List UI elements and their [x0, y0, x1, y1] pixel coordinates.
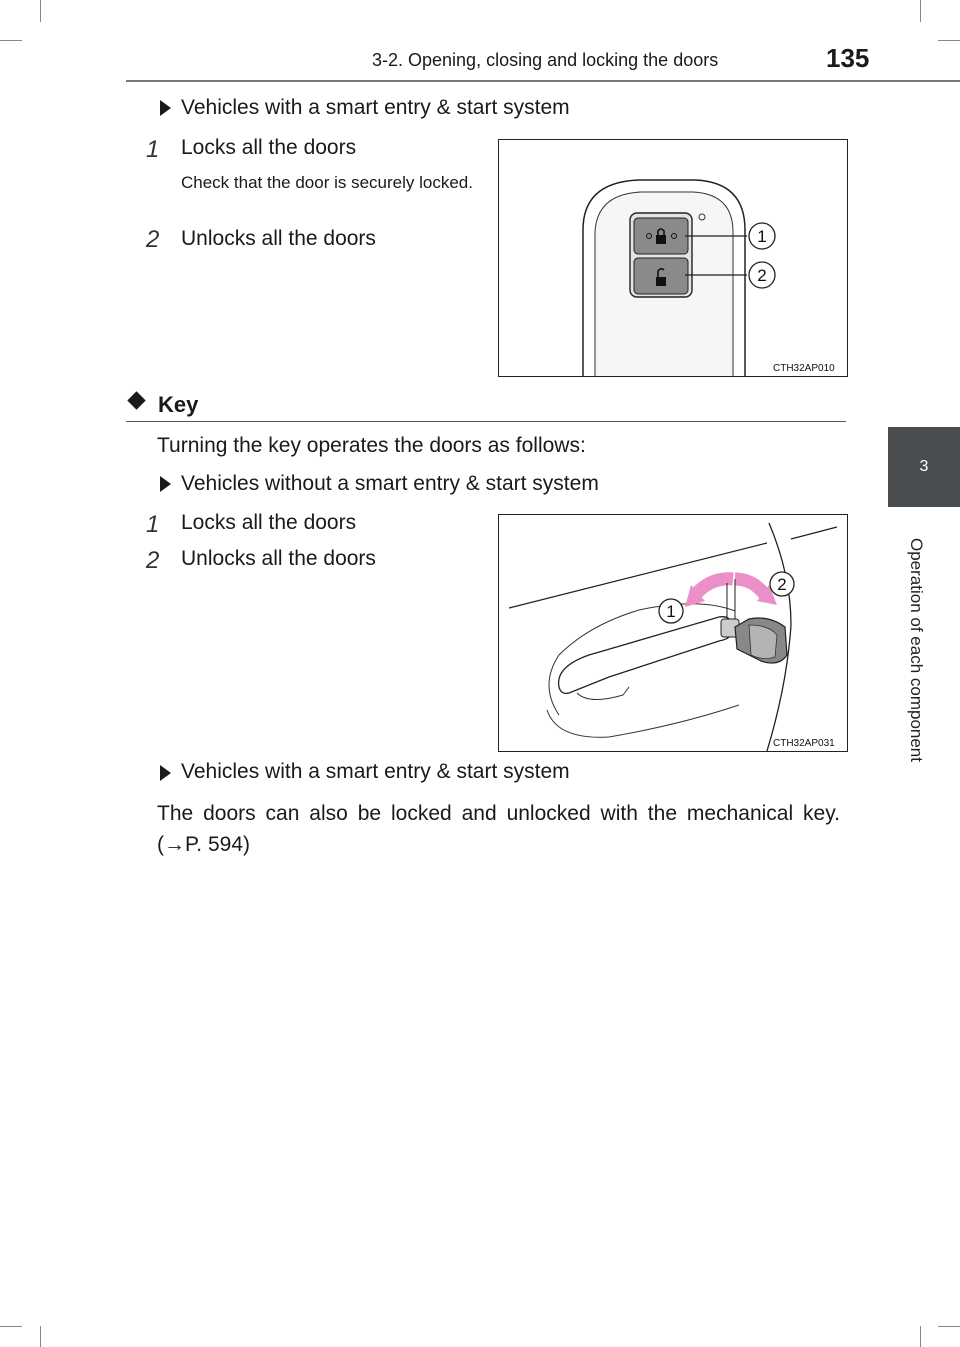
crop-mark — [40, 0, 41, 22]
crop-mark — [920, 0, 921, 22]
running-header: 3-2. Opening, closing and locking the doors — [372, 50, 719, 70]
key-section-title: Key — [158, 392, 199, 417]
chapter-title: Operation of each component — [907, 538, 927, 762]
lock-note: Check that the door is securely locked. — [181, 173, 473, 192]
key-fob-illustration — [499, 140, 847, 376]
crop-mark — [920, 1326, 921, 1347]
key-lock-label: Locks all the doors — [181, 511, 357, 534]
item-number-1: 1 — [146, 511, 160, 538]
callout-1: 1 — [757, 227, 767, 246]
with-smart-entry-heading: Vehicles with a smart entry & start system — [181, 760, 570, 783]
callout-1: 1 — [666, 602, 676, 621]
chapter-number: 3 — [919, 458, 929, 475]
heading-arrow-icon — [160, 765, 171, 781]
callout-2: 2 — [757, 266, 767, 285]
section-diamond-icon — [127, 391, 145, 409]
heading-arrow-icon — [160, 100, 171, 116]
lock-label: Locks all the doors — [181, 136, 357, 159]
without-smart-entry-heading: Vehicles without a smart entry & start system — [181, 472, 599, 495]
door-handle-illustration — [499, 515, 847, 751]
key-unlock-label: Unlocks all the doors — [181, 547, 376, 570]
unlock-label: Unlocks all the doors — [181, 227, 376, 250]
key-fob-figure — [498, 139, 848, 377]
figure-code: CTH32AP031 — [773, 738, 835, 749]
smart-entry-heading: Vehicles with a smart entry & start system — [181, 96, 570, 119]
crop-mark — [938, 1326, 960, 1327]
header-rule — [126, 80, 960, 82]
item-number-2: 2 — [146, 547, 160, 574]
crop-mark — [938, 40, 960, 41]
item-number-2: 2 — [146, 226, 160, 253]
crop-mark — [0, 1326, 22, 1327]
mechanical-key-text: The doors can also be locked and unlocked with the mechanical key. (→P. 594) — [157, 802, 840, 856]
chapter-title-vertical — [904, 518, 928, 782]
figure-code: CTH32AP010 — [773, 363, 835, 374]
door-key-figure — [498, 514, 848, 752]
callout-2: 2 — [777, 575, 787, 594]
crop-mark — [0, 40, 22, 41]
heading-arrow-icon — [160, 476, 171, 492]
item-number-1: 1 — [146, 136, 160, 163]
page-number: 135 — [826, 43, 870, 73]
key-intro: Turning the key operates the doors as follows: — [157, 434, 586, 457]
section-rule — [126, 421, 846, 422]
crop-mark — [40, 1326, 41, 1347]
chapter-tab — [888, 427, 960, 507]
